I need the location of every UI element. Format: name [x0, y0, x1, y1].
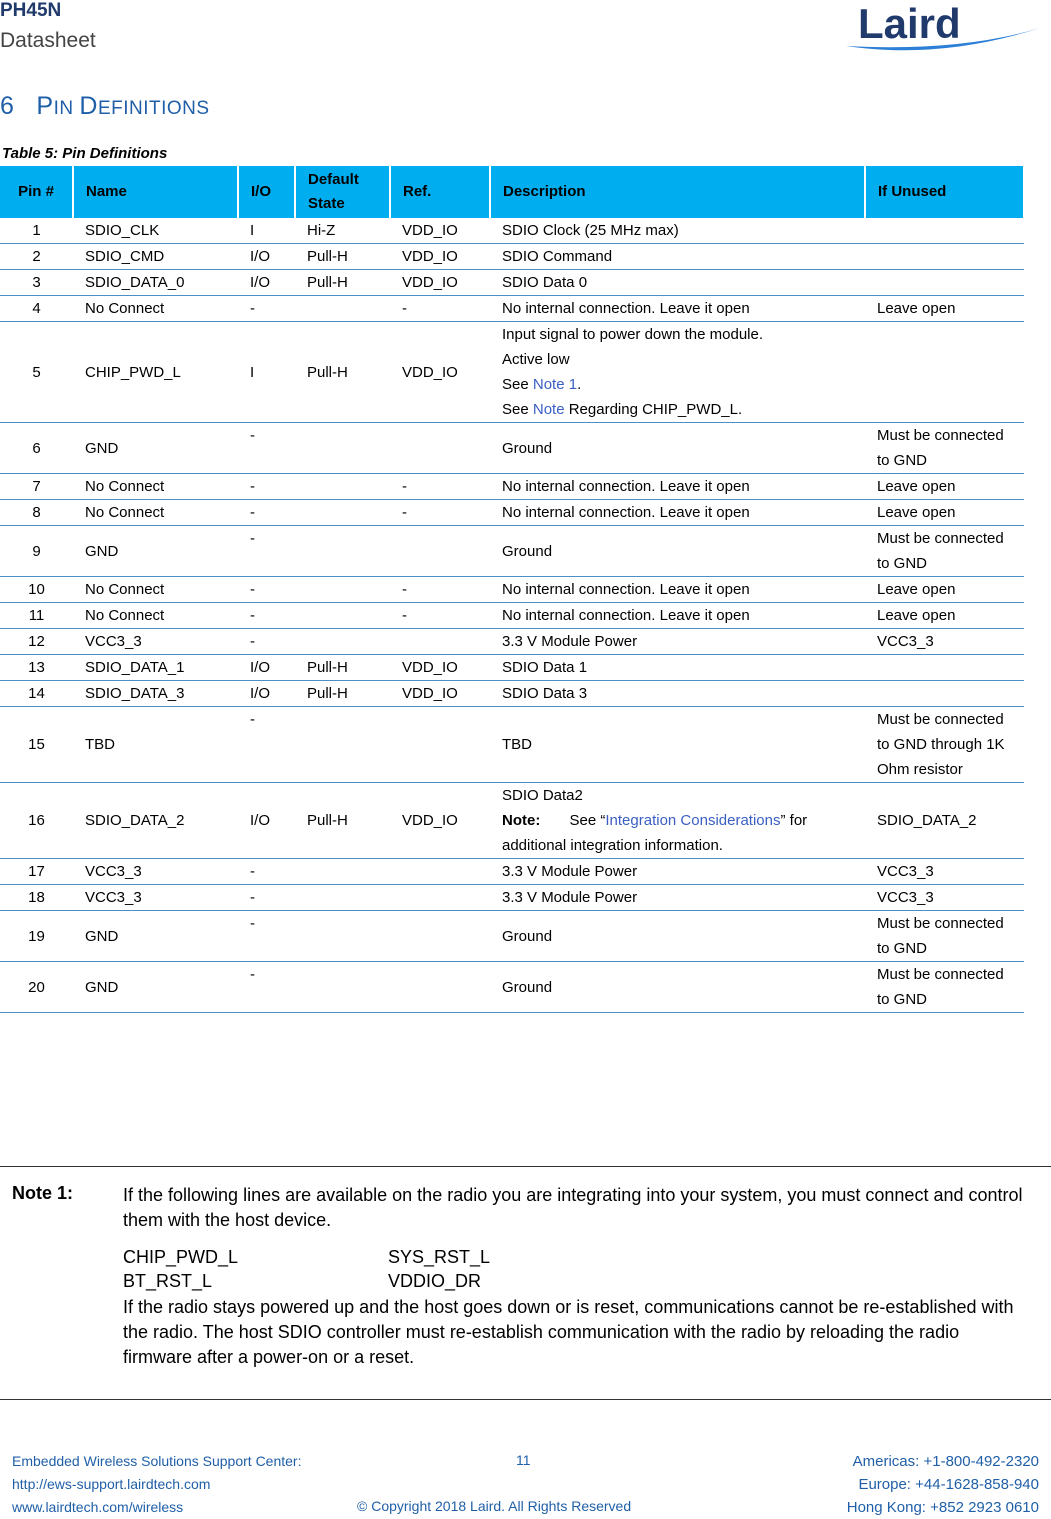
- table-row: 15 TBD - TBD Must be connected to GND through 1K Ohm resistor: [0, 707, 1024, 783]
- table-row: 1 SDIO_CLK I Hi-Z VDD_IO SDIO Clock (25 MHz max): [0, 218, 1024, 244]
- table-row: 18 VCC3_3 - 3.3 V Module Power VCC3_3: [0, 885, 1024, 911]
- table-header-row: [0, 166, 1024, 218]
- table-row: 9 GND - Ground Must be connected to GND: [0, 526, 1024, 577]
- signal-name: SYS_RST_L: [388, 1247, 491, 1267]
- table-row: 6 GND - Ground Must be connected to GND: [0, 423, 1024, 474]
- table-row: 20 GND - Ground Must be connected to GND: [0, 962, 1024, 1013]
- table-row: 4 No Connect - - No internal connection. Leave it open Leave open: [0, 296, 1024, 322]
- footer-contacts: Americas: +1-800-492-2320 Europe: +44-1628-858-940 Hong Kong: +852 2923 0610: [846, 1453, 1039, 1516]
- table-row: 12 VCC3_3 - 3.3 V Module Power VCC3_3: [0, 629, 1024, 655]
- signal-name: BT_RST_L: [123, 1271, 213, 1291]
- signal-name: VDDIO_DR: [388, 1271, 482, 1291]
- table-row: 16 SDIO_DATA_2 I/O Pull-H VDD_IO SDIO Data2 Note: See “Integration Considerations” for additional integration information. SDIO_DATA_2: [0, 783, 1024, 859]
- signal-name: CHIP_PWD_L: [123, 1247, 239, 1267]
- table-row: 5 CHIP_PWD_L I Pull-H VDD_IO Input signal to power down the module. Active low See Note 1. See Note Regarding CHIP_PWD_L.: [0, 322, 1024, 423]
- note-1-label: Note 1:: [12, 1183, 74, 1203]
- copyright: © Copyright 2018 Laird. All Rights Reserved: [357, 1498, 632, 1514]
- table-row: 2 SDIO_CMD I/O Pull-H VDD_IO SDIO Command: [0, 244, 1024, 270]
- page-number: 11: [516, 1452, 531, 1468]
- table-caption: Table 5: Pin Definitions: [2, 145, 168, 162]
- table-row: 13 SDIO_DATA_1 I/O Pull-H VDD_IO SDIO Data 1: [0, 655, 1024, 681]
- footer-support: Embedded Wireless Solutions Support Center: http://ews-support.lairdtech.com www.lairdtech.com/wireless: [12, 1450, 301, 1519]
- col-default-state: Default State: [295, 166, 390, 218]
- chip-pwd-description: Input signal to power down the module. Active low See Note 1. See Note Regarding CHIP_PWD_L.: [490, 322, 865, 423]
- col-description: Description: [490, 166, 865, 218]
- table-row: 14 SDIO_DATA_3 I/O Pull-H VDD_IO SDIO Data 3: [0, 681, 1024, 707]
- table-row: 7 No Connect - - No internal connection. Leave it open Leave open: [0, 474, 1024, 500]
- section-title: 6 PIN DEFINITIONS: [0, 92, 210, 120]
- pin-definitions-table: [0, 166, 1025, 1013]
- note-1-text: If the following lines are available on the radio you are integrating into your system, you must connect and control them with the host device.: [123, 1185, 1023, 1230]
- table-row: 11 No Connect - - No internal connection. Leave it open Leave open: [0, 603, 1024, 629]
- integration-considerations-link[interactable]: Integration Considerations: [605, 812, 781, 829]
- note-1-link[interactable]: Note 1: [532, 376, 578, 393]
- table-row: 8 No Connect - - No internal connection. Leave it open Leave open: [0, 500, 1024, 526]
- note-1-box: [0, 1166, 1051, 1400]
- laird-logo: [840, 0, 1045, 58]
- note-1-text-2: If the radio stays powered up and the host goes down or is reset, communications cannot be re-established with the radio. The host SDIO controller must re-establish communication with the radio by reloading the radio firmware after a power-on or a reset.: [123, 1297, 1014, 1367]
- website-link[interactable]: www.lairdtech.com/wireless: [12, 1499, 184, 1515]
- note-link[interactable]: Note: [532, 401, 565, 418]
- col-ref: Ref.: [390, 166, 490, 218]
- support-link[interactable]: http://ews-support.lairdtech.com: [12, 1476, 211, 1492]
- col-io: I/O: [238, 166, 295, 218]
- product-name: PH45N: [0, 0, 62, 21]
- col-pin: Pin #: [0, 166, 73, 218]
- table-row: 19 GND - Ground Must be connected to GND: [0, 911, 1024, 962]
- signal-list: [123, 1245, 653, 1293]
- col-name: Name: [73, 166, 238, 218]
- doc-type: Datasheet: [0, 29, 96, 52]
- sdio-data2-description: SDIO Data2 Note: See “Integration Considerations” for additional integration information.: [490, 783, 865, 859]
- logo-text: Laird: [858, 0, 961, 47]
- table-row: 17 VCC3_3 - 3.3 V Module Power VCC3_3: [0, 859, 1024, 885]
- col-if-unused: If Unused: [865, 166, 1024, 218]
- table-row: 10 No Connect - - No internal connection. Leave it open Leave open: [0, 577, 1024, 603]
- table-row: 3 SDIO_DATA_0 I/O Pull-H VDD_IO SDIO Data 0: [0, 270, 1024, 296]
